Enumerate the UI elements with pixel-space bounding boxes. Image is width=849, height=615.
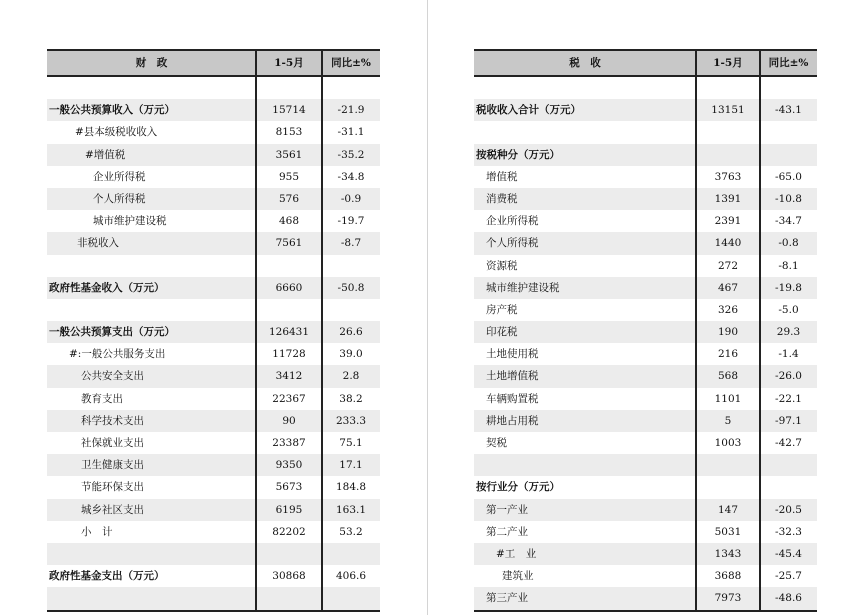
row-yoy: 184.8 bbox=[335, 481, 367, 494]
table-row bbox=[474, 476, 817, 498]
row-yoy: -21.9 bbox=[337, 104, 365, 117]
row-value: 23387 bbox=[272, 437, 306, 449]
tax-table bbox=[474, 49, 817, 610]
row-label: 卫生健康支出 bbox=[81, 459, 144, 472]
row-label: 政府性基金支出（万元） bbox=[49, 570, 165, 583]
row-value: 11728 bbox=[272, 348, 306, 361]
table-row bbox=[47, 210, 380, 232]
row-value: 6660 bbox=[275, 281, 303, 294]
row-value: 7973 bbox=[714, 592, 742, 605]
row-yoy: -34.7 bbox=[775, 215, 802, 228]
table-bottom-rule bbox=[474, 610, 817, 612]
row-value: 5 bbox=[724, 414, 732, 427]
row-label: 城市维护建设税 bbox=[486, 281, 560, 294]
table-row bbox=[47, 144, 380, 166]
row-value: 1440 bbox=[714, 237, 742, 250]
row-label: 第三产业 bbox=[486, 592, 528, 605]
row-yoy bbox=[322, 543, 380, 565]
row-label: 消费税 bbox=[486, 192, 518, 205]
row-label: 车辆购置税 bbox=[486, 392, 539, 405]
table-row bbox=[47, 321, 380, 343]
table-row bbox=[474, 99, 817, 121]
row-value: 568 bbox=[717, 370, 739, 383]
table-row bbox=[47, 499, 380, 521]
row-yoy bbox=[760, 454, 817, 476]
header-yoy: 同比±% bbox=[331, 57, 371, 69]
table-row bbox=[474, 388, 817, 410]
table-row bbox=[474, 499, 817, 521]
row-yoy bbox=[760, 77, 817, 99]
row-yoy: -5.0 bbox=[778, 303, 799, 316]
table-row bbox=[47, 410, 380, 432]
row-yoy bbox=[322, 77, 380, 99]
row-value: 326 bbox=[717, 303, 739, 316]
row-yoy bbox=[322, 299, 380, 321]
row-value: 5031 bbox=[714, 525, 742, 538]
row-label: 小 计 bbox=[81, 525, 113, 538]
row-label: 印花税 bbox=[486, 326, 518, 339]
row-yoy: 2.8 bbox=[342, 370, 360, 383]
row-value: 467 bbox=[717, 281, 739, 294]
header-finance: 财 政 bbox=[135, 57, 168, 69]
table-row bbox=[474, 343, 817, 365]
row-yoy: 26.6 bbox=[339, 326, 363, 339]
table-row bbox=[47, 454, 380, 476]
column-rule bbox=[695, 49, 697, 610]
row-yoy: -32.3 bbox=[775, 525, 802, 538]
row-value: 22367 bbox=[272, 392, 306, 405]
row-yoy: 163.1 bbox=[335, 503, 367, 516]
row-value bbox=[696, 454, 760, 476]
row-yoy: -31.1 bbox=[337, 126, 365, 139]
row-value: 955 bbox=[278, 170, 300, 183]
row-yoy: 39.0 bbox=[339, 348, 363, 361]
row-value: 576 bbox=[278, 192, 300, 205]
row-label: 非税收入 bbox=[77, 237, 119, 250]
row-label: 城市维护建设税 bbox=[93, 215, 167, 228]
finance-table-header bbox=[47, 49, 380, 77]
table-row bbox=[474, 121, 817, 143]
table-row bbox=[474, 543, 817, 565]
table-row bbox=[474, 521, 817, 543]
table-row bbox=[47, 343, 380, 365]
row-label: 第二产业 bbox=[486, 525, 528, 538]
row-yoy: -43.1 bbox=[775, 104, 802, 117]
header-tax: 税 收 bbox=[569, 57, 601, 69]
table-row bbox=[47, 365, 380, 387]
table-row bbox=[474, 232, 817, 254]
row-yoy: 233.3 bbox=[335, 414, 367, 427]
column-rule bbox=[321, 49, 323, 610]
row-label: 资源税 bbox=[486, 259, 518, 272]
row-label: 教育支出 bbox=[81, 392, 123, 405]
page-divider bbox=[427, 0, 428, 615]
row-label: 增值税 bbox=[486, 170, 518, 183]
row-yoy: -22.1 bbox=[775, 392, 802, 405]
table-row bbox=[474, 321, 817, 343]
table-row bbox=[47, 587, 380, 609]
row-value: 5673 bbox=[275, 481, 303, 494]
table-row bbox=[474, 299, 817, 321]
row-label: 社保就业支出 bbox=[81, 437, 144, 449]
row-yoy: -20.5 bbox=[775, 503, 802, 516]
row-value bbox=[256, 543, 322, 565]
row-yoy: 53.2 bbox=[339, 525, 363, 538]
row-label: 耕地占用税 bbox=[486, 414, 539, 427]
table-row bbox=[47, 166, 380, 188]
row-value: 147 bbox=[717, 503, 739, 516]
row-yoy: -65.0 bbox=[775, 170, 802, 183]
row-value bbox=[256, 299, 322, 321]
row-yoy: -0.9 bbox=[340, 192, 362, 205]
row-value: 8153 bbox=[275, 126, 303, 139]
row-label: 企业所得税 bbox=[93, 170, 146, 183]
row-label: #工 业 bbox=[496, 547, 537, 560]
row-value: 1003 bbox=[714, 437, 742, 449]
table-row bbox=[47, 121, 380, 143]
row-label: 建筑业 bbox=[502, 570, 534, 583]
row-yoy: -45.4 bbox=[775, 547, 802, 560]
row-value: 2391 bbox=[714, 215, 742, 228]
row-label: 第一产业 bbox=[486, 503, 528, 516]
row-value: 82202 bbox=[272, 525, 306, 538]
row-value: 6195 bbox=[275, 503, 303, 516]
row-label: 契税 bbox=[486, 437, 507, 449]
row-yoy: -42.7 bbox=[775, 437, 802, 449]
row-yoy: -35.2 bbox=[337, 148, 365, 161]
row-yoy: -26.0 bbox=[775, 370, 802, 383]
row-value bbox=[256, 77, 322, 99]
table-row bbox=[47, 255, 380, 277]
row-label: 按税种分（万元） bbox=[476, 148, 560, 161]
row-value: 272 bbox=[717, 259, 739, 272]
row-yoy bbox=[322, 255, 380, 277]
row-value bbox=[696, 144, 760, 166]
row-value: 126431 bbox=[268, 326, 310, 339]
row-value bbox=[256, 587, 322, 609]
row-value: 30868 bbox=[272, 570, 306, 583]
table-row bbox=[47, 432, 380, 454]
row-label: 公共安全支出 bbox=[81, 370, 144, 383]
table-row bbox=[47, 543, 380, 565]
table-row bbox=[47, 188, 380, 210]
row-label: #增值税 bbox=[85, 148, 126, 161]
row-yoy: 29.3 bbox=[776, 326, 801, 339]
table-row bbox=[47, 299, 380, 321]
row-value: 3763 bbox=[714, 170, 742, 183]
row-value: 216 bbox=[717, 348, 739, 361]
row-label: 科学技术支出 bbox=[81, 414, 144, 427]
table-row bbox=[474, 410, 817, 432]
row-label: 房产税 bbox=[486, 303, 518, 316]
tax-table-header bbox=[474, 49, 817, 77]
row-yoy bbox=[760, 144, 817, 166]
row-label: 一般公共预算收入（万元） bbox=[49, 104, 175, 117]
table-row bbox=[474, 144, 817, 166]
row-yoy: -97.1 bbox=[775, 414, 802, 427]
header-period: 1-5月 bbox=[713, 57, 743, 69]
row-value: 3561 bbox=[275, 148, 303, 161]
row-value bbox=[696, 77, 760, 99]
row-label: #:一般公共服务支出 bbox=[69, 348, 166, 361]
row-yoy: 406.6 bbox=[335, 570, 367, 583]
table-row bbox=[474, 255, 817, 277]
row-value bbox=[696, 476, 760, 498]
table-row bbox=[474, 454, 817, 476]
row-yoy bbox=[760, 476, 817, 498]
table-row bbox=[47, 476, 380, 498]
row-yoy: -1.4 bbox=[778, 348, 799, 361]
row-label: 节能环保支出 bbox=[81, 481, 144, 494]
row-yoy: -25.7 bbox=[775, 570, 802, 583]
row-yoy: -48.6 bbox=[775, 592, 802, 605]
row-label: 一般公共预算支出（万元） bbox=[49, 326, 175, 339]
row-value: 9350 bbox=[275, 459, 303, 472]
row-label: 个人所得税 bbox=[486, 237, 539, 250]
table-row bbox=[474, 565, 817, 587]
row-yoy: -19.7 bbox=[337, 215, 365, 228]
table-row bbox=[47, 388, 380, 410]
table-row bbox=[47, 99, 380, 121]
table-row bbox=[474, 432, 817, 454]
row-label: 企业所得税 bbox=[486, 215, 539, 228]
row-value: 468 bbox=[278, 215, 300, 228]
row-yoy: 75.1 bbox=[339, 437, 363, 449]
finance-table-body bbox=[47, 77, 380, 610]
table-row bbox=[474, 587, 817, 609]
row-value: 7561 bbox=[275, 237, 303, 250]
table-row bbox=[474, 210, 817, 232]
row-label: #县本级税收收入 bbox=[75, 126, 158, 139]
row-label: 个人所得税 bbox=[93, 192, 146, 205]
row-value: 1101 bbox=[714, 392, 742, 405]
column-rule bbox=[255, 49, 257, 610]
row-yoy: -0.8 bbox=[778, 237, 799, 250]
row-label: 按行业分（万元） bbox=[476, 481, 560, 494]
table-row bbox=[47, 77, 380, 99]
row-value: 1343 bbox=[714, 547, 742, 560]
row-value: 190 bbox=[717, 326, 739, 339]
row-value: 3412 bbox=[275, 370, 303, 383]
table-row bbox=[47, 277, 380, 299]
row-yoy: -19.8 bbox=[775, 281, 802, 294]
table-row bbox=[47, 521, 380, 543]
table-row bbox=[474, 277, 817, 299]
column-rule bbox=[759, 49, 761, 610]
table-row bbox=[474, 188, 817, 210]
row-label: 土地使用税 bbox=[486, 348, 539, 361]
row-value: 15714 bbox=[272, 104, 306, 117]
row-label: 政府性基金收入（万元） bbox=[49, 281, 165, 294]
row-label: 税收收入合计（万元） bbox=[476, 104, 581, 117]
row-yoy: 38.2 bbox=[339, 392, 363, 405]
finance-table bbox=[47, 49, 380, 610]
row-yoy: -8.7 bbox=[340, 237, 362, 250]
row-yoy bbox=[760, 121, 817, 143]
table-bottom-rule bbox=[47, 610, 380, 612]
row-yoy: 17.1 bbox=[339, 459, 363, 472]
table-row bbox=[47, 565, 380, 587]
table-row bbox=[474, 365, 817, 387]
row-yoy: -10.8 bbox=[775, 192, 802, 205]
row-value: 90 bbox=[282, 414, 296, 427]
row-label: 城乡社区支出 bbox=[81, 503, 144, 516]
row-value: 13151 bbox=[711, 104, 745, 117]
header-yoy: 同比±% bbox=[768, 57, 809, 69]
row-value: 3688 bbox=[714, 570, 742, 583]
table-row bbox=[474, 77, 817, 99]
header-period: 1-5月 bbox=[274, 57, 304, 69]
tax-table-body bbox=[474, 77, 817, 610]
table-row bbox=[47, 232, 380, 254]
row-value: 1391 bbox=[714, 192, 742, 205]
row-label: 土地增值税 bbox=[486, 370, 539, 383]
row-yoy bbox=[322, 587, 380, 609]
row-value bbox=[696, 121, 760, 143]
row-yoy: -50.8 bbox=[337, 281, 365, 294]
row-value bbox=[256, 255, 322, 277]
row-yoy: -34.8 bbox=[337, 170, 365, 183]
table-row bbox=[474, 166, 817, 188]
row-yoy: -8.1 bbox=[778, 259, 799, 272]
